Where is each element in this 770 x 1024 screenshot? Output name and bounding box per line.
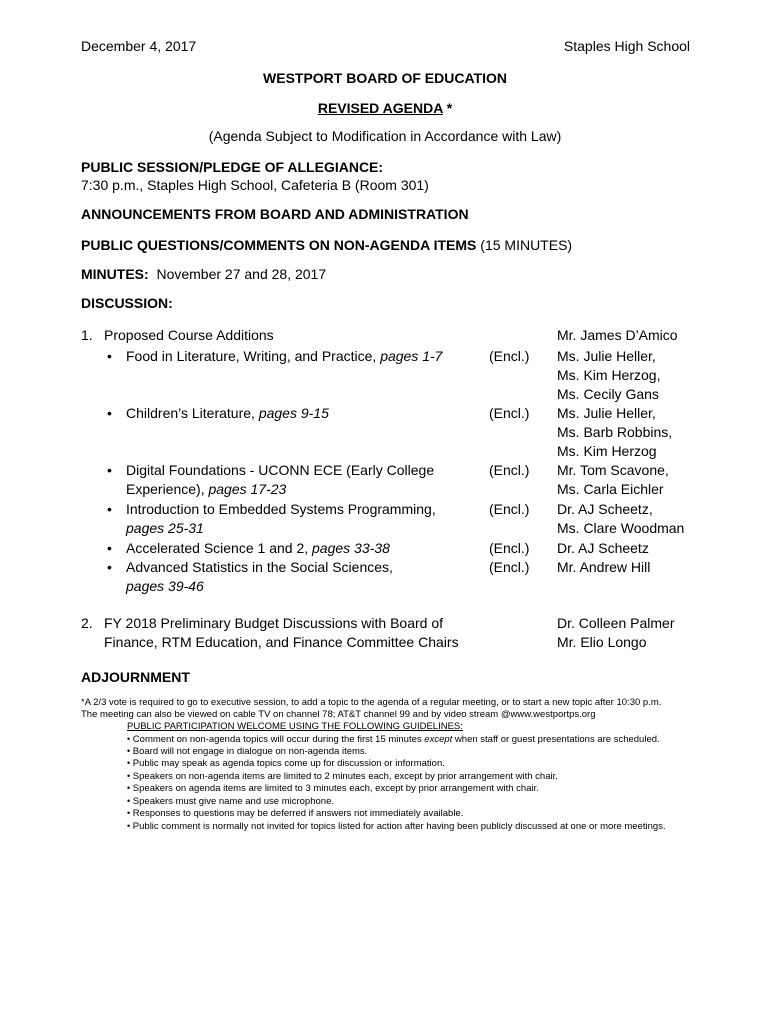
bullet: • xyxy=(107,405,112,421)
presenter: Mr. Tom Scavone, xyxy=(557,462,669,478)
guideline-text: when staff or guest presentations are scheduled. xyxy=(452,734,660,745)
enclosure-label: (Encl.) xyxy=(489,540,530,556)
minutes-label: MINUTES: xyxy=(81,266,149,282)
presenter: Ms. Kim Herzog xyxy=(557,443,657,459)
guideline-text: Speakers on agenda items are limited to 3 minutes each, except by prior arrangement with chair. xyxy=(132,783,539,794)
guideline-item xyxy=(127,757,445,771)
revised-asterisk: * xyxy=(442,100,453,116)
guideline-text: Responses to questions may be deferred if answers not immediately available. xyxy=(132,808,464,819)
item-1-title: Proposed Course Additions xyxy=(104,327,274,343)
bullet: • xyxy=(107,540,112,556)
presenter: Ms. Julie Heller, xyxy=(557,348,656,364)
item-2-number: 2. xyxy=(81,615,93,631)
enclosure-label: (Encl.) xyxy=(489,559,530,575)
presenter: Dr. AJ Scheetz, xyxy=(557,501,653,517)
bullet: • xyxy=(127,796,131,806)
presenter: Dr. Colleen Palmer xyxy=(557,615,675,631)
guideline-text: Board will not engage in dialogue on non-agenda items. xyxy=(132,746,368,757)
course-item xyxy=(126,404,329,423)
course-title-continued: Experience), xyxy=(126,481,209,497)
minutes-line xyxy=(81,265,326,284)
guideline-item xyxy=(127,782,539,796)
enclosure-label: (Encl.) xyxy=(489,348,530,364)
bullet: • xyxy=(107,559,112,575)
announcements-heading: ANNOUNCEMENTS FROM BOARD AND ADMINISTRATION xyxy=(81,206,469,222)
course-pages: pages 9-15 xyxy=(258,405,329,421)
presenter: Ms. Kim Herzog, xyxy=(557,367,661,383)
course-pages: pages 39-46 xyxy=(126,578,204,594)
presenter: Ms. Carla Eichler xyxy=(557,481,664,497)
item-2-line-1: FY 2018 Preliminary Budget Discussions with Board of xyxy=(104,615,444,631)
bullet: • xyxy=(107,501,112,517)
public-questions xyxy=(81,236,572,255)
public-session-heading: PUBLIC SESSION/PLEDGE OF ALLEGIANCE: xyxy=(81,159,384,175)
adjournment-heading: ADJOURNMENT xyxy=(81,669,190,685)
footer-vote-note: *A 2/3 vote is required to go to executive session, to add a topic to the agenda of a regular meeting, or to start a new topic after 10:30 p.m. xyxy=(81,697,662,708)
presenter: Ms. Cecily Gans xyxy=(557,386,659,402)
agenda-subtitle xyxy=(0,99,770,118)
course-title: Digital Foundations - UCONN ECE (Early College xyxy=(126,462,435,478)
agenda-note: (Agenda Subject to Modification in Accordance with Law) xyxy=(208,128,562,144)
item-2-line-2: Finance, RTM Education, and Finance Committee Chairs xyxy=(104,634,459,650)
guideline-emphasis: except xyxy=(424,734,453,745)
course-title: Accelerated Science 1 and 2, xyxy=(126,540,313,556)
footer-broadcast-note: The meeting can also be viewed on cable TV on channel 78; AT&T channel 99 and by video stream @www.westportps.org xyxy=(81,709,596,720)
bullet: • xyxy=(127,758,131,768)
guideline-item xyxy=(127,820,666,834)
public-session-detail: 7:30 p.m., Staples High School, Cafeteria B (Room 301) xyxy=(81,177,429,193)
bullet: • xyxy=(127,771,131,781)
presenter: Ms. Julie Heller, xyxy=(557,405,656,421)
bullet: • xyxy=(127,821,131,831)
item-1-presenter: Mr. James D’Amico xyxy=(557,327,678,343)
minutes-value: November 27 and 28, 2017 xyxy=(156,266,327,282)
course-title: Advanced Statistics in the Social Sciences, xyxy=(126,559,393,575)
presenter: Mr. Elio Longo xyxy=(557,634,647,650)
guideline-text: Speakers on non-agenda items are limited to 2 minutes each, except by prior arrangement with chair. xyxy=(132,771,558,782)
course-title: Introduction to Embedded Systems Programming, xyxy=(126,501,436,517)
guideline-text: Comment on non-agenda topics will occur during the first 15 minutes xyxy=(132,734,425,745)
guideline-item xyxy=(127,807,463,821)
revised-agenda-label: REVISED AGENDA xyxy=(317,100,443,116)
item-1-number: 1. xyxy=(81,327,93,343)
guideline-text: Speakers must give name and use microphone. xyxy=(132,796,334,807)
guideline-text: Public comment is normally not invited for topics listed for action after having been publicly discussed at one or more meetings. xyxy=(132,821,666,832)
bullet: • xyxy=(127,783,131,793)
bullet: • xyxy=(127,734,131,744)
enclosure-label: (Encl.) xyxy=(489,501,530,517)
presenter: Dr. AJ Scheetz xyxy=(557,540,649,556)
course-item xyxy=(126,347,442,366)
document-title: WESTPORT BOARD OF EDUCATION xyxy=(263,70,507,86)
course-item xyxy=(126,539,390,558)
bullet: • xyxy=(107,348,112,364)
meeting-location: Staples High School xyxy=(563,38,690,54)
guidelines-heading: PUBLIC PARTICIPATION WELCOME USING THE FOLLOWING GUIDELINES: xyxy=(127,721,463,732)
guideline-text: Public may speak as agenda topics come up for discussion or information. xyxy=(132,758,445,769)
bullet: • xyxy=(127,808,131,818)
course-pages: pages 1-7 xyxy=(380,348,443,364)
presenter: Mr. Andrew Hill xyxy=(557,559,651,575)
public-questions-heading: PUBLIC QUESTIONS/COMMENTS ON NON-AGENDA ITEMS xyxy=(81,237,477,253)
course-pages: pages 17-23 xyxy=(208,481,287,497)
presenter: Ms. Barb Robbins, xyxy=(557,424,673,440)
bullet: • xyxy=(127,746,131,756)
enclosure-label: (Encl.) xyxy=(489,462,530,478)
discussion-heading: DISCUSSION: xyxy=(81,295,173,311)
public-questions-time: (15 MINUTES) xyxy=(476,237,573,253)
course-title: Children’s Literature, xyxy=(126,405,259,421)
presenter: Ms. Clare Woodman xyxy=(557,520,685,536)
enclosure-label: (Encl.) xyxy=(489,405,530,421)
course-pages: pages 25-31 xyxy=(126,520,204,536)
course-item-continued xyxy=(126,480,286,499)
course-pages: pages 33-38 xyxy=(312,540,390,556)
meeting-date: December 4, 2017 xyxy=(81,38,197,54)
course-title: Food in Literature, Writing, and Practice, xyxy=(126,348,381,364)
bullet: • xyxy=(107,462,112,478)
